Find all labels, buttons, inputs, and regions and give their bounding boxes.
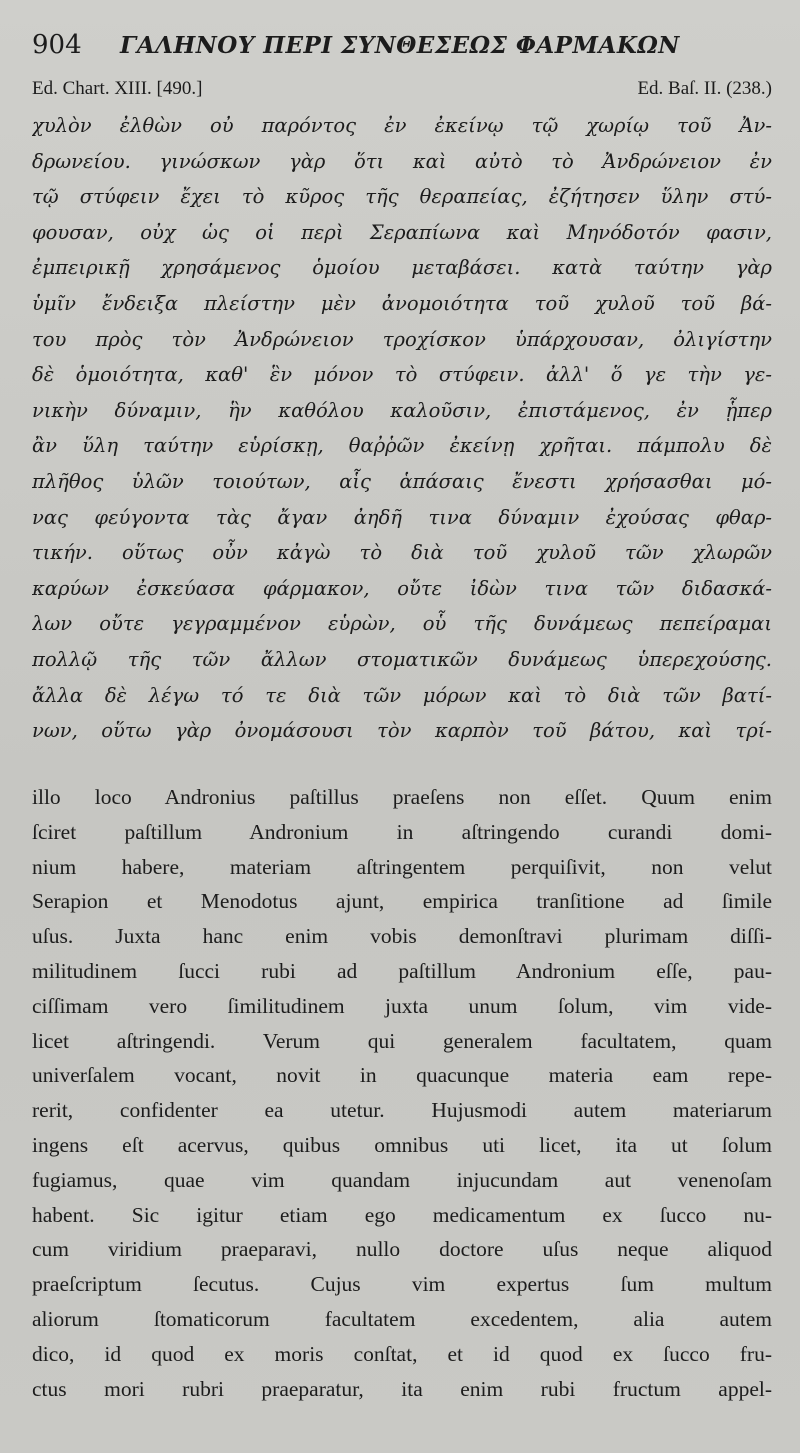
greek-line: ὑμῖν ἔνδειξα πλείστην μὲν ἀνομοιότητα τοῦ χυλοῦ τοῦ βά- [32, 291, 772, 315]
latin-line: rerit, confidenter ea utetur. Hujusmodi autem materiarum [32, 1098, 772, 1123]
greek-line: τικήν. οὕτως οὖν κἀγὼ τὸ διὰ τοῦ χυλοῦ τῶν χλωρῶν [32, 541, 772, 565]
latin-line: ciſſimam vero ſimilitudinem juxta unum ſolum, vim vide- [32, 993, 772, 1018]
latin-line: fugiamus, quae vim quandam injucundam aut venenoſam [32, 1167, 772, 1192]
edition-chartier: Ed. Chart. XIII. [490.] [32, 78, 203, 99]
latin-line: habent. Sic igitur etiam ego medicamentum ex ſucco nu- [32, 1202, 772, 1227]
latin-text-block [32, 780, 772, 1406]
running-title: ΓΑΛΗΝΟΥ ΠΕΡΙ ΣΥΝΘΕΣΕΩΣ ΦΑΡΜΑΚΩΝ [120, 32, 680, 59]
greek-line: ἄλλα δὲ λέγω τό τε διὰ τῶν μόρων καὶ τὸ διὰ τῶν βατί- [32, 683, 772, 707]
latin-line: univerſalem vocant, novit in quacunque materia eam repe- [32, 1063, 772, 1088]
greek-line: δρωνείου. γινώσκων γὰρ ὅτι καὶ αὐτὸ τὸ Ἀνδρώνειον ἐν [32, 149, 772, 173]
greek-line: πλῆθος ὑλῶν τοιούτων, αἷς ἁπάσαις ἔνεστι χρήσασθαι μό- [32, 469, 772, 493]
greek-line: πολλῷ τῆς τῶν ἄλλων στοματικῶν δυνάμεως ὑπερεχούσης. [32, 647, 772, 671]
greek-line: νων, οὕτω γὰρ ὀνομάσουσι τὸν καρπὸν τοῦ βάτου, καὶ τρί- [32, 719, 772, 743]
latin-line: licet aſtringendi. Verum qui generalem facultatem, quam [32, 1028, 772, 1053]
latin-line: praeſcriptum ſecutus. Cujus vim expertus ſum multum [32, 1272, 772, 1297]
latin-line: illo loco Andronius paſtillus praeſens non eſſet. Quum enim [32, 785, 772, 809]
greek-line: του πρὸς τὸν Ἀνδρώνειον τροχίσκον ὑπάρχουσαν, ὀλιγίστην [32, 327, 772, 351]
greek-line: τῷ στύφειν ἔχει τὸ κῦρος τῆς θεραπείας, ἐζήτησεν ὕλην στύ- [32, 185, 772, 209]
greek-line: λων οὔτε γεγραμμένον εὑρὼν, οὗ τῆς δυνάμεως πεπείραμαι [32, 612, 772, 636]
greek-text-block [32, 108, 772, 749]
greek-line: δὲ ὁμοιότητα, καθ' ἓν μόνον τὸ στύφειν. ἀλλ' ὅ γε τὴν γε- [32, 363, 772, 387]
greek-line: καρύων ἐσκεύασα φάρμακον, οὔτε ἰδὼν τινα τῶν διδασκά- [32, 576, 772, 600]
page-number: 904 [32, 30, 82, 60]
latin-line: aliorum ſtomaticorum facultatem excedentem, alia autem [32, 1306, 772, 1331]
page-header [32, 30, 772, 70]
latin-line: dico, id quod ex moris conſtat, et id quod ex ſucco fru- [32, 1341, 772, 1366]
latin-line: ingens eſt acervus, quibus omnibus uti licet, ita ut ſolum [32, 1132, 772, 1157]
greek-line: ἂν ὕλη ταύτην εὑρίσκῃ, θαῤῥῶν ἐκείνῃ χρῆται. πάμπολυ δὲ [32, 434, 772, 458]
latin-line: nium habere, materiam aſtringentem perquiſivit, non velut [32, 854, 772, 879]
greek-line: φουσαν, οὐχ ὡς οἱ περὶ Σεραπίωνα καὶ Μηνόδοτόν φασιν, [32, 220, 772, 244]
latin-line: ctus mori rubri praeparatur, ita enim rubi fructum appel- [32, 1376, 772, 1401]
latin-line: militudinem ſucci rubi ad paſtillum Andronium eſſe, pau- [32, 958, 772, 983]
greek-line: νας φεύγοντα τὰς ἄγαν ἀηδῆ τινα δύναμιν ἐχούσας φθαρ- [32, 505, 772, 529]
latin-line: cum viridium praeparavi, nullo doctore uſus neque aliquod [32, 1237, 772, 1262]
edition-references [32, 78, 772, 106]
edition-basel: Ed. Baſ. II. (238.) [637, 78, 772, 99]
latin-line: ſciret paſtillum Andronium in aſtringendo curandi domi- [32, 819, 772, 844]
greek-line: ἐμπειρικῇ χρησάμενος ὁμοίου μεταβάσει. κατὰ ταύτην γὰρ [32, 256, 772, 280]
latin-line: Serapion et Menodotus ajunt, empirica tranſitione ad ſimile [32, 889, 772, 914]
greek-line: χυλὸν ἐλθὼν οὐ παρόντος ἐν ἐκείνῳ τῷ χωρίῳ τοῦ Ἀν- [32, 114, 772, 137]
greek-line: νικὴν δύναμιν, ἣν καθόλου καλοῦσιν, ἐπιστάμενος, ἐν ᾗπερ [32, 398, 772, 422]
latin-line: uſus. Juxta hanc enim vobis demonſtravi plurimam diſſi- [32, 924, 772, 949]
